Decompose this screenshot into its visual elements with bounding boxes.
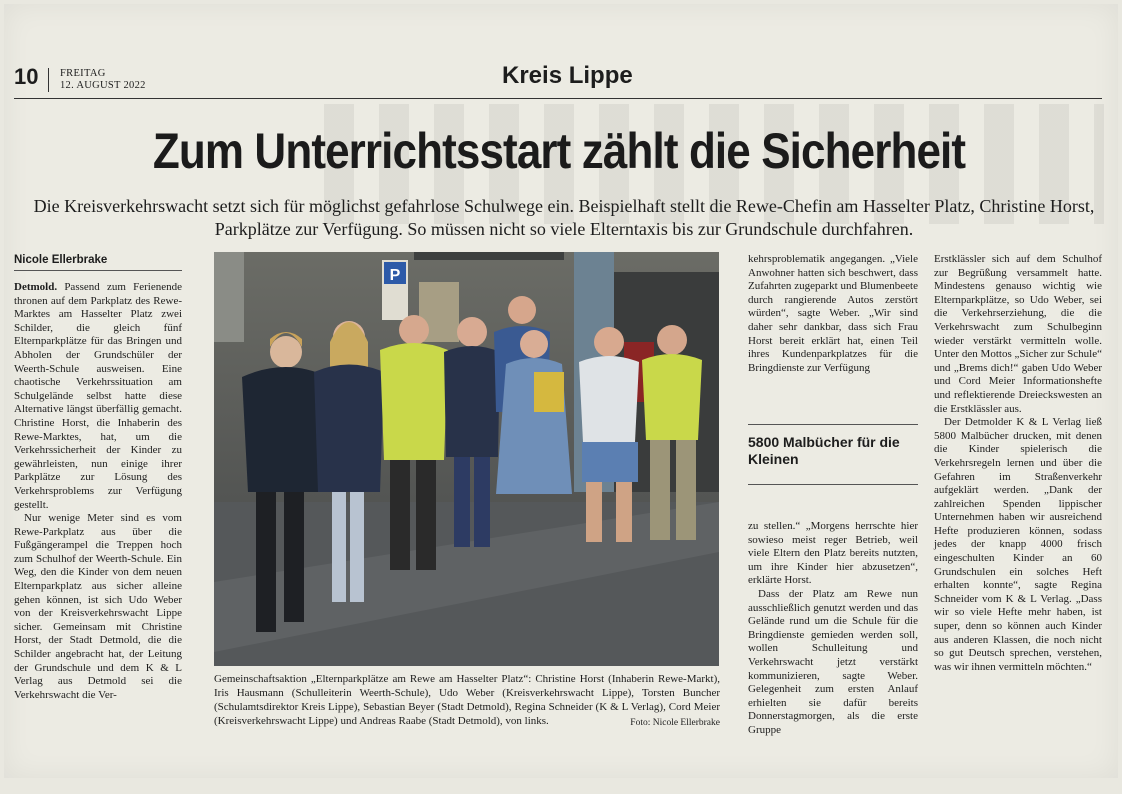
column-3-bottom [748, 520, 918, 738]
photo-illustration [214, 252, 719, 666]
col4-paragraph-1: Erstklässler sich auf dem Schulhof zur Begrüßung versammelt hatte. Mindestens genauso wichtig wie Elternparkplätze, so Udo Weber, sei die Verkehrserziehung, die die Verkehrswacht zum Schulbeginn wieder verstärkt vermitteln wolle. Unter den Mottos „Sicher zur Schule“ und „Brems dich!“ gaben Udo Weber und Cord Meier Informationshefte und reflektierende Dreieckswesten an die Erstklässler aus. [934, 253, 1102, 415]
header-rule [14, 98, 1102, 99]
col3-paragraph-top: kehrsproblematik angegangen. „Viele Anwohner hatten sich beschwert, dass Zufahrten zugeparkt und Blumenbeete durch rangierende Autos zerstört würden“, sagte Weber. „Wir sind daher sehr dankbar, dass sich Frau Horst bereit erklärt hat, einen Teil ihres Kundenparkplatzes für die Bringdienste zur Verfügung [748, 253, 918, 374]
photo-caption [214, 672, 720, 728]
author-rule [14, 270, 182, 271]
subtitle-rule-top [748, 424, 918, 425]
section-title: Kreis Lippe [502, 62, 633, 89]
col3-paragraph-2: Dass der Platz am Rewe nun ausschließlich genutzt werden und das Gelände rund um die Schule für die Bringdienste gemieden werden soll, wollen Schulleitung und Verkehrswacht jetzt verstärkt kommunizieren, sagte Weber. Gelegenheit zum ersten Anlauf erhielten sie dafür bereits Donnerstagmorgen, als die erste Gruppe [748, 587, 918, 736]
photo-credit: Foto: Nicole Ellerbrake [630, 718, 720, 728]
column-4 [934, 253, 1102, 674]
weekday: FREITAG [60, 68, 106, 79]
parking-sign-text: P [389, 267, 401, 284]
col3-paragraph-1: zu stellen.“ „Morgens herrschte hier sowieso meist reger Betrieb, weil viele Eltern den Platz bereits nutzten, um ihre Kinder hier abzusetzen“, erklärte Horst. [748, 520, 918, 587]
col1-paragraph-2: Nur wenige Meter sind es vom Rewe-Parkplatz aus über die Fußgängerampel die Treppen hoch zum Schulhof der Weerth-Schule. Ein Weg, den die Kinder von dem neuen Elternparkplatz aus sicher alleine gehen können, ist sich Udo Weber von der Kreisverkehrswacht Lippe sicher. Gemeinsam mit Christine Horst, der Stadt Detmold, die die Schilder angebracht hat, der Leitung der Grundschule und dem K & L Verlag aus Detmold sei die Verkehrswacht die Ver- [14, 512, 182, 701]
subheadline: Die Kreisverkehrswacht setzt sich für möglichst gefahrlose Schulwege ein. Beispielhaft stellt die Rewe-Chefin am Hasselter Platz, Christine Horst, Parkplätze zur Verfügung. So müssen nicht so viele Elterntaxis bis zur Grundschule durchfahren. [33, 196, 1095, 239]
page-number: 10 [14, 64, 39, 89]
newspaper-page [4, 4, 1118, 778]
author: Nicole Ellerbrake [14, 254, 108, 266]
group-photo [214, 252, 719, 666]
date: 12. AUGUST 2022 [60, 80, 146, 91]
issue-date [48, 68, 146, 92]
headline: Zum Unterrichtsstart zählt die Sicherheit [152, 123, 966, 179]
subtitle: 5800 Malbücher für die Kleinen [748, 434, 900, 467]
subtitle-rule-bottom [748, 484, 918, 485]
col1-paragraph-1: Passend zum Ferienende thronen auf dem Parkplatz des Rewe-Marktes am Hasselter Platz zwei Schilder, die gleich fünf Elternparkplätze für das Bringen und Abholen der Grundschüler der Weerth-Schule ausweisen. Eine chaotische Verkehrssituation am Schulgelände selbst hatte diese Alternative längst überfällig gemacht. Christine Horst, die Inhaberin des Rewe-Marktes, hat, um die Verkehrssicherheit der Kinder zu gewährleisten, nun einige ihrer Parkplätze zur Lösung des Verkehrsproblems zur Verfügung gestellt. [14, 281, 183, 511]
column-3-top [748, 253, 918, 375]
column-1 [14, 281, 182, 702]
dateline: Detmold. [14, 281, 58, 293]
caption-text: Gemeinschaftsaktion „Elternparkplätze am Rewe am Hasselter Platz“: Christine Horst (Inhaberin Rewe-Markt), Iris Hausmann (Schulleiterin Weerth-Schule), Udo Weber (Kreisverkehrswacht Lippe), Torsten Buncher (Schulamtsdirektor Kreis Lippe), Sebastian Beyer (Stadt Detmold), Regina Schneider (K & L Verlag), Cord Meier (Kreisverkehrswacht Lippe) und Andreas Raabe (Stadt Detmold), von links. [214, 673, 720, 727]
col4-paragraph-2: Der Detmolder K & L Verlag ließ 5800 Malbücher drucken, mit denen die Kinder spielerisch die Verkehrsregeln lernen und über die Gefahren im Straßenverkehr aufgeklärt werden. „Dank der zahlreichen Spenden lippischer Unternehmen haben wir ausreichend Hefte produzieren können, sodass jedes der knapp 4000 frisch eingeschulten Kinder an 60 Grundschulen ein solches Heft erhalten konnte“, sagte Regina Schneider vom K & L Verlag. „Dass wir so viele Hefte mehr haben, ist super, denn so können auch Kinder aus anderen Klassen, die noch nicht so gut Deutsch sprechen, verstehen, was wir ihnen vermitteln möchten.“ [934, 416, 1102, 673]
